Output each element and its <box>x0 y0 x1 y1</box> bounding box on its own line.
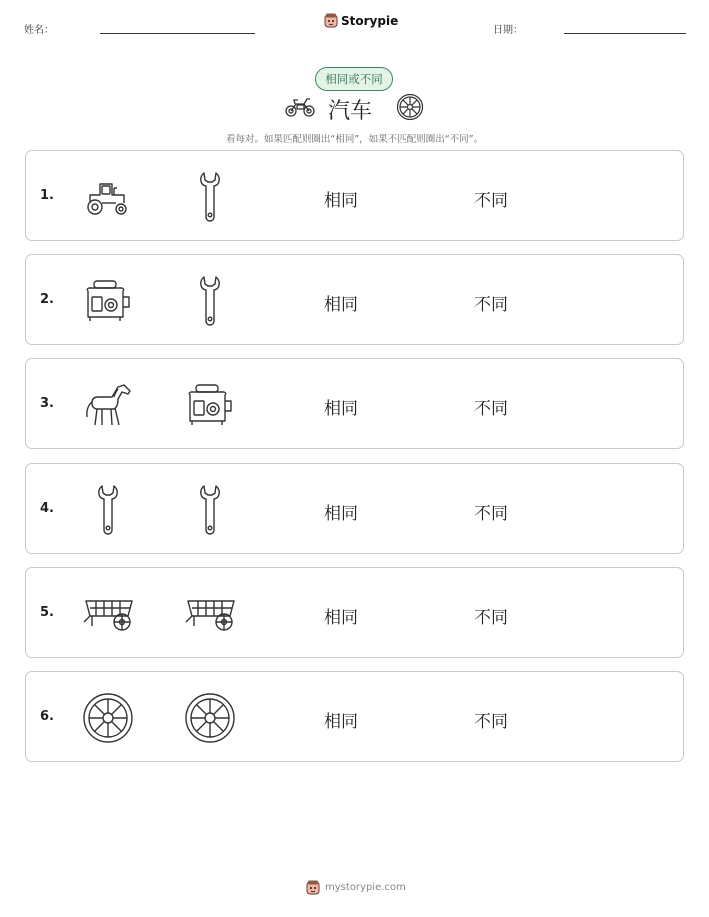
name-line[interactable] <box>100 33 255 34</box>
generator-icon <box>182 377 238 433</box>
question-row-3 <box>25 358 684 449</box>
wagon-icon <box>182 586 238 642</box>
footer-url[interactable]: mystorypie.com <box>325 882 406 893</box>
tractor-icon <box>80 169 136 225</box>
question-number: 4. <box>40 501 54 516</box>
worksheet-title: 汽车 <box>328 99 373 124</box>
different-option[interactable]: 不同 <box>474 191 508 211</box>
same-option[interactable]: 相同 <box>324 608 358 628</box>
worksheet-type-badge: 相同或不同 <box>315 67 393 91</box>
question-row-1 <box>25 150 684 241</box>
wrench-icon <box>80 482 136 538</box>
wrench-icon <box>182 273 238 329</box>
wrench-icon <box>182 482 238 538</box>
different-option[interactable]: 不同 <box>474 712 508 732</box>
instructions: 看每对。如果匹配则圈出“相同”，如果不匹配则圈出“不同”。 <box>225 134 484 145</box>
title-row <box>0 92 709 124</box>
same-option[interactable]: 相同 <box>324 504 358 524</box>
motorcycle-icon <box>284 94 316 122</box>
question-row-6 <box>25 671 684 762</box>
different-option[interactable]: 不同 <box>474 608 508 628</box>
mascot-icon <box>324 13 338 28</box>
brand-logo <box>324 13 398 28</box>
same-option[interactable]: 相同 <box>324 712 358 732</box>
question-row-2 <box>25 254 684 345</box>
different-option[interactable]: 不同 <box>474 504 508 524</box>
same-option[interactable]: 相同 <box>324 191 358 211</box>
question-row-5 <box>25 567 684 658</box>
question-number: 6. <box>40 709 54 724</box>
generator-icon <box>80 273 136 329</box>
question-number: 2. <box>40 292 54 307</box>
wrench-icon <box>182 169 238 225</box>
question-number: 5. <box>40 605 54 620</box>
mascot-icon <box>306 880 320 895</box>
wagon-icon <box>80 586 136 642</box>
horse-icon <box>80 377 136 433</box>
question-number: 3. <box>40 396 54 411</box>
date-label: 日期： <box>493 25 523 36</box>
footer <box>306 880 406 895</box>
date-line[interactable] <box>564 33 686 34</box>
question-number: 1. <box>40 188 54 203</box>
wheel-icon <box>182 690 238 746</box>
wheel-icon <box>80 690 136 746</box>
different-option[interactable]: 不同 <box>474 399 508 419</box>
different-option[interactable]: 不同 <box>474 295 508 315</box>
name-label: 姓名： <box>24 25 54 36</box>
same-option[interactable]: 相同 <box>324 295 358 315</box>
same-option[interactable]: 相同 <box>324 399 358 419</box>
brand-name: Storypie <box>341 13 399 28</box>
wheel-icon <box>396 93 424 125</box>
question-row-4 <box>25 463 684 554</box>
